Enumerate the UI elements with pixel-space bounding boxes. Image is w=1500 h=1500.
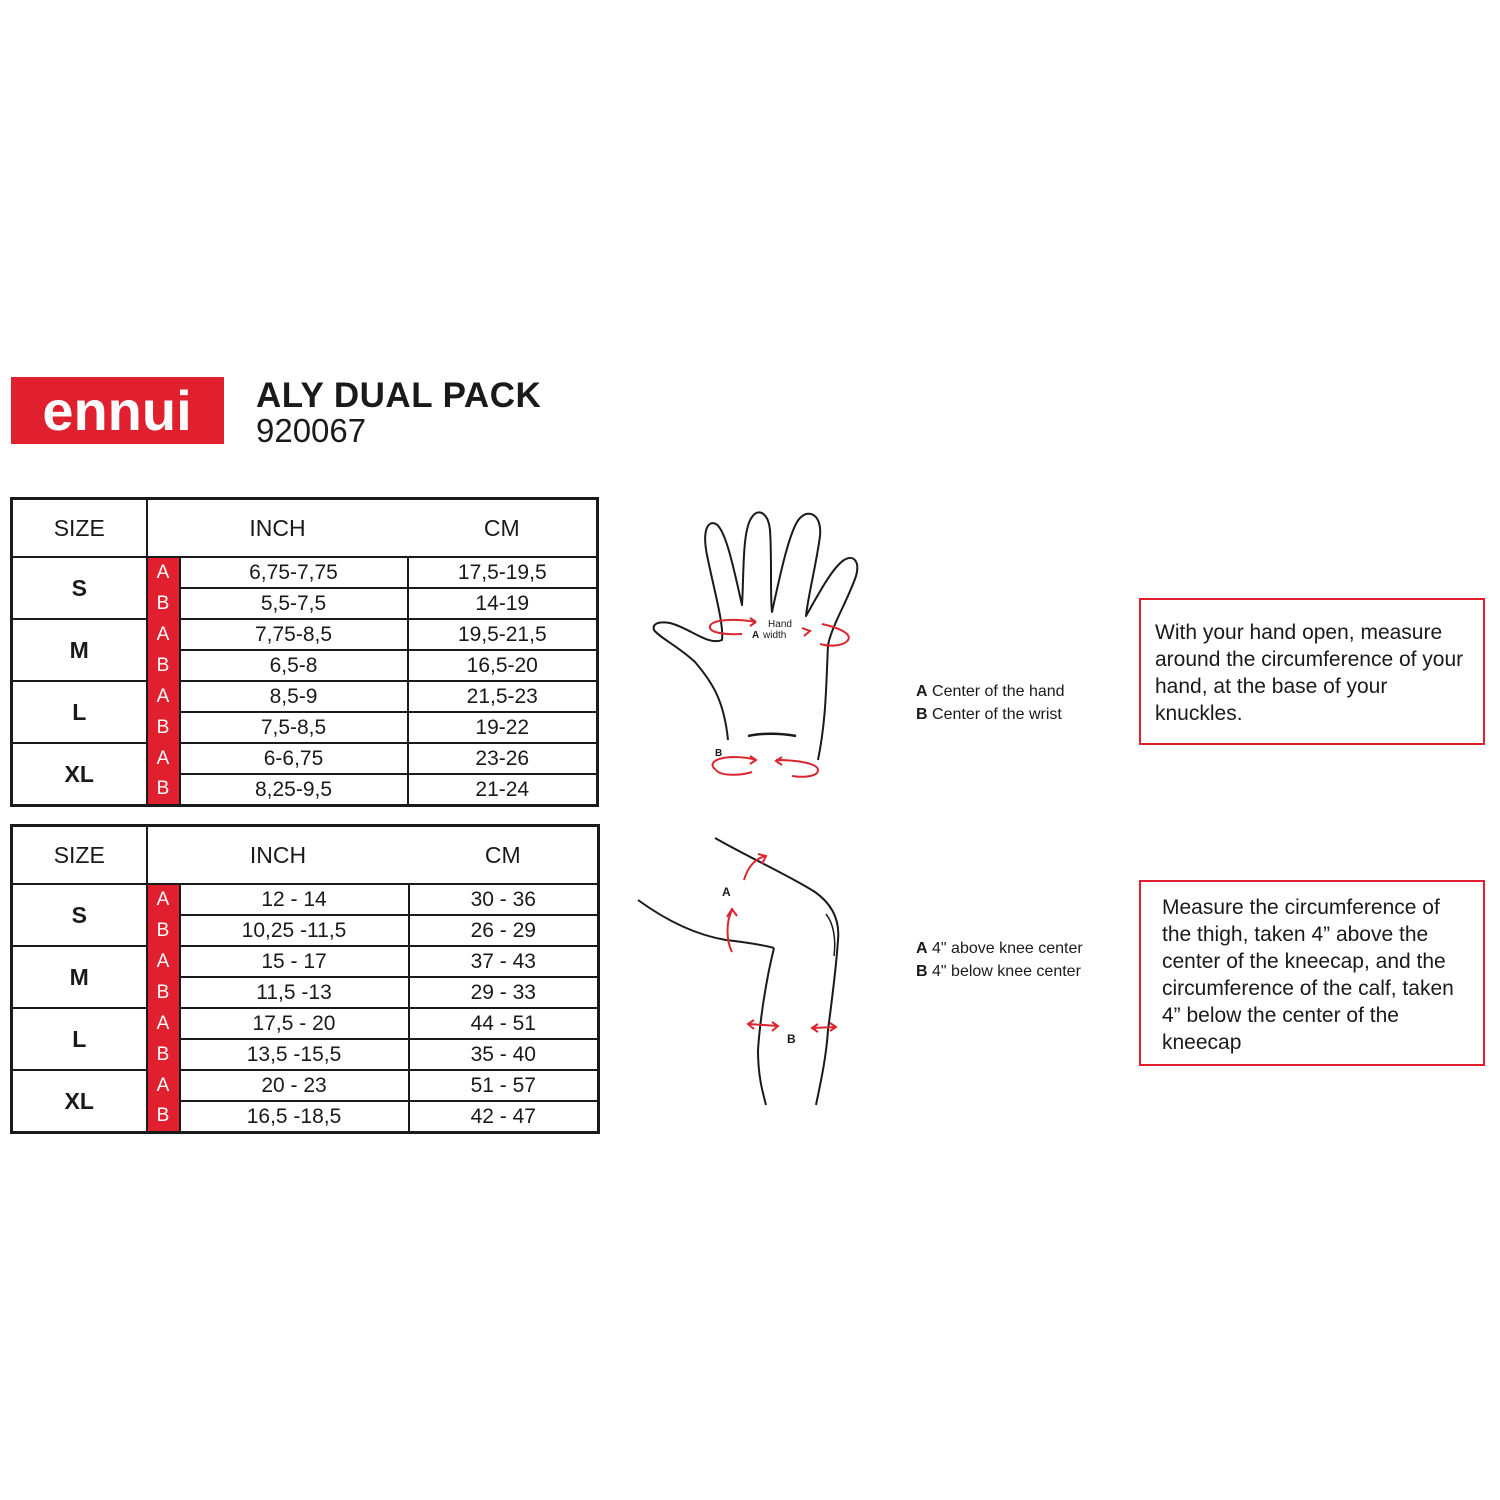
knee-legend	[916, 937, 1083, 983]
measure-b-label: B	[147, 1101, 180, 1133]
inch-cell: 10,25 -11,5	[180, 915, 409, 946]
size-cell: XL	[12, 743, 147, 806]
cm-cell: 23-26	[408, 743, 598, 774]
hand-legend	[916, 680, 1065, 726]
size-cell: M	[12, 619, 147, 681]
measure-a-label: A	[147, 681, 180, 712]
thigh-arrow-top-icon	[744, 854, 766, 880]
measure-a-label: A	[147, 557, 180, 588]
calf-arrow-right-icon	[812, 1023, 836, 1032]
measure-b-label: B	[147, 915, 180, 946]
size-cell: S	[12, 884, 147, 946]
hand-a-marker: A	[752, 630, 760, 641]
inch-cell: 17,5 - 20	[180, 1008, 409, 1039]
product-title: ALY DUAL PACK	[256, 376, 542, 415]
size-cell: L	[12, 681, 147, 743]
measure-a-label: A	[147, 946, 180, 977]
table-row	[12, 557, 598, 588]
measure-b-label: B	[147, 1039, 180, 1070]
cm-cell: 44 - 51	[409, 1008, 599, 1039]
cm-cell: 17,5-19,5	[408, 557, 598, 588]
cm-cell: 30 - 36	[409, 884, 599, 915]
inch-cell: 15 - 17	[180, 946, 409, 977]
thigh-a-marker: A	[722, 885, 731, 899]
measure-b-label: B	[147, 650, 180, 681]
kneecap-line	[826, 914, 835, 956]
knee-legend-b	[916, 960, 1083, 983]
measure-b-label: B	[147, 588, 180, 619]
wrist-arrow-left-icon	[713, 756, 756, 770]
measure-b-label: B	[147, 774, 180, 806]
hand-illustration	[645, 495, 870, 790]
cm-header: CM	[408, 499, 598, 558]
cm-cell: 21-24	[408, 774, 598, 806]
calf-arrow-left-icon	[748, 1020, 778, 1031]
gloves-size-table	[10, 497, 599, 807]
measure-a-label: A	[147, 884, 180, 915]
hand-width-label-2: width	[763, 630, 787, 641]
table-row	[12, 884, 599, 915]
product-code: 920067	[256, 412, 367, 449]
wrist-arrow-right-icon	[776, 757, 818, 777]
inch-cell: 7,5-8,5	[180, 712, 408, 743]
knee-illustration	[630, 830, 850, 1110]
measure-a-label: A	[147, 1070, 180, 1101]
inch-cell: 5,5-7,5	[180, 588, 408, 619]
inch-cell: 13,5 -15,5	[180, 1039, 409, 1070]
table-header-row	[12, 499, 598, 558]
hand-legend-a-key: A	[916, 683, 928, 700]
table-row	[12, 1008, 599, 1039]
knee-legend-a	[916, 937, 1083, 960]
size-cell: S	[12, 557, 147, 619]
inch-cell: 6,5-8	[180, 650, 408, 681]
cm-header: CM	[409, 826, 599, 885]
knee-legend-b-key: B	[916, 963, 928, 980]
cm-cell: 16,5-20	[408, 650, 598, 681]
inch-header: INCH	[147, 826, 409, 885]
knee-legend-a-key: A	[916, 940, 928, 957]
thigh-arrow-bottom-icon	[727, 909, 737, 952]
inch-cell: 6-6,75	[180, 743, 408, 774]
cm-cell: 14-19	[408, 588, 598, 619]
size-cell: M	[12, 946, 147, 1008]
size-cell: XL	[12, 1070, 147, 1133]
table-row	[12, 619, 598, 650]
cm-cell: 26 - 29	[409, 915, 599, 946]
hand-legend-b-text: Center of the wrist	[932, 706, 1062, 723]
cm-cell: 21,5-23	[408, 681, 598, 712]
inch-cell: 8,25-9,5	[180, 774, 408, 806]
hand-legend-b	[916, 703, 1065, 726]
measure-a-label: A	[147, 1008, 180, 1039]
cm-cell: 37 - 43	[409, 946, 599, 977]
knee-instruction-box: Measure the circumference of the thigh, taken 4” above the center of the kneecap, and the circumference of the calf, taken 4” below the center of the kneecap	[1139, 880, 1485, 1066]
hand-width-label: Hand	[768, 619, 792, 630]
hand-legend-a	[916, 680, 1065, 703]
knee-legend-b-text: 4" below knee center	[932, 963, 1081, 980]
wrist-b-marker: B	[715, 748, 723, 759]
calf-b-marker: B	[787, 1032, 796, 1046]
cm-cell: 51 - 57	[409, 1070, 599, 1101]
cm-cell: 35 - 40	[409, 1039, 599, 1070]
table-row	[12, 743, 598, 774]
inch-cell: 11,5 -13	[180, 977, 409, 1008]
size-cell: L	[12, 1008, 147, 1070]
table-row	[12, 946, 599, 977]
hand-width-arrow-left-icon	[710, 618, 756, 634]
knee-legend-a-text: 4" above knee center	[932, 940, 1083, 957]
brand-logo	[11, 377, 224, 444]
inch-cell: 16,5 -18,5	[180, 1101, 409, 1133]
inch-cell: 6,75-7,75	[180, 557, 408, 588]
wrist-arrow-tail	[716, 770, 752, 775]
table-row	[12, 1070, 599, 1101]
cm-cell: 19,5-21,5	[408, 619, 598, 650]
leg-outline-top	[715, 838, 838, 1105]
table-header-row	[12, 826, 599, 885]
knee-size-table	[10, 824, 600, 1134]
measure-b-label: B	[147, 712, 180, 743]
leg-outline-back	[638, 900, 774, 948]
wrist-crease-line	[748, 734, 796, 736]
measure-b-label: B	[147, 977, 180, 1008]
size-header: SIZE	[12, 499, 147, 558]
cm-cell: 19-22	[408, 712, 598, 743]
inch-cell: 8,5-9	[180, 681, 408, 712]
inch-cell: 7,75-8,5	[180, 619, 408, 650]
size-header: SIZE	[12, 826, 147, 885]
hand-width-arrow-right-icon	[802, 624, 849, 646]
brand-logo-text: ennui	[42, 379, 192, 442]
hand-instruction-box: With your hand open, measure around the circumference of your hand, at the base of your knuckles.	[1139, 598, 1485, 745]
cm-cell: 29 - 33	[409, 977, 599, 1008]
inch-cell: 12 - 14	[180, 884, 409, 915]
cm-cell: 42 - 47	[409, 1101, 599, 1133]
inch-header: INCH	[147, 499, 408, 558]
table-row	[12, 681, 598, 712]
hand-legend-a-text: Center of the hand	[932, 683, 1065, 700]
measure-a-label: A	[147, 619, 180, 650]
inch-cell: 20 - 23	[180, 1070, 409, 1101]
hand-legend-b-key: B	[916, 706, 928, 723]
measure-a-label: A	[147, 743, 180, 774]
